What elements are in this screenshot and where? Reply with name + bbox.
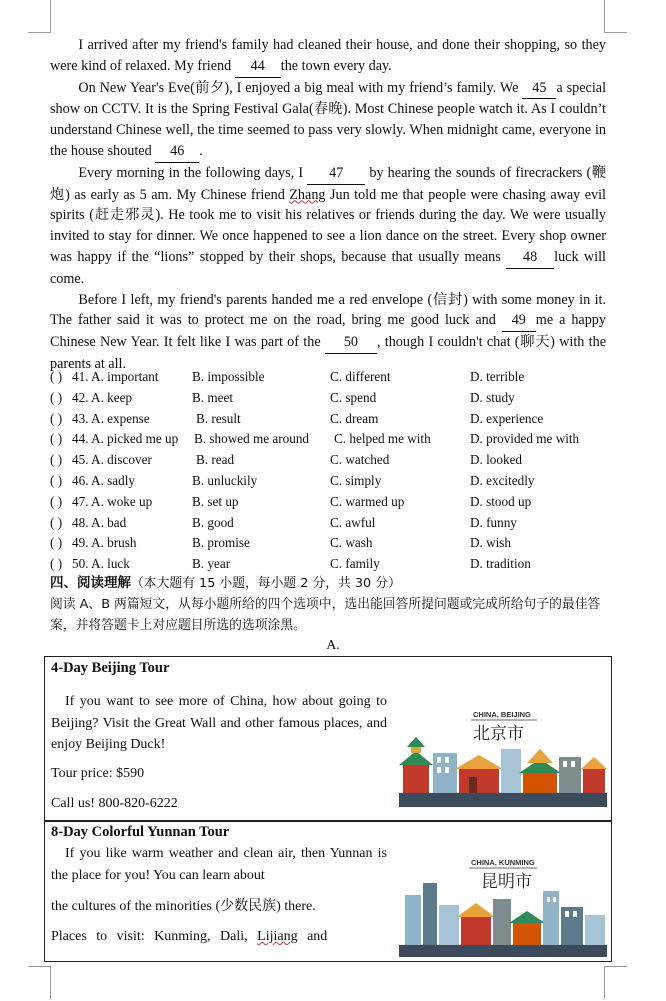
tour-price: Tour price: $590 xyxy=(51,766,145,781)
svg-text:CHINA, BEIJING: CHINA, BEIJING xyxy=(473,710,531,719)
tour-description: If you like warm weather and clean air, then Yunnan is the place for you! You can learn about xyxy=(51,846,387,883)
blank-49: 49 xyxy=(502,310,536,332)
svg-text:CHINA, KUNMING: CHINA, KUNMING xyxy=(471,858,535,867)
section-instruction: 阅读 A、B 两篇短文，从每小题所给的四个选项中，选出能回答所提问题或完成所给句子的最佳答案，并将答题卡上对应题目所选的选项涂黑。 xyxy=(50,597,601,633)
svg-text:昆明市: 昆明市 xyxy=(481,872,532,892)
tour-title: 4-Day Beijing Tour xyxy=(51,660,170,676)
tour-phone: Call us! 800-820-6222 xyxy=(51,796,178,811)
kunming-skyline-icon xyxy=(397,855,609,959)
section-note: （本大题有 15 小题，每小题 2 分，共 30 分） xyxy=(131,576,401,591)
beijing-skyline-icon xyxy=(397,705,609,809)
passage-paragraph: Before I left, my friend's parents handed me a red envelope (信封) with some money in it. The father said it was to protect me on the road, bring me good luck and 49 me a happy Chinese New Year. It felt like I was part of the 50 , though I couldn't chat (聊天) with the parents at all. xyxy=(50,291,606,372)
option-row: ( ) 42. A. keep B. meet C. spend D. study xyxy=(50,389,515,405)
tour-description: If you want to see more of China, how about going to Beijing? Visit the Great Wall and other famous places, and enjoy Beijing Duck! xyxy=(51,694,387,752)
passage-paragraph: Every morning in the following days, I 47 by hearing the sounds of firecrackers (鞭炮) as early as 5 am. My Chinese friend Zhang Jun told me that people were chasing away evil spirits (赶走邪灵). He took me to visit his relatives or friends during the day. We were usually invited to stay for dinner. We once happened to see a lion dance on the street. Every shop owner was happy if the “lions” stopped by their shops, because that usually means 48 luck will come. xyxy=(50,164,606,287)
reading-section-header xyxy=(50,573,610,636)
passage-label: A. xyxy=(326,638,340,653)
option-row: ( ) 48. A. bad B. good C. awful D. funny xyxy=(50,514,517,530)
blank-48: 48 xyxy=(506,247,554,269)
svg-text:北京市: 北京市 xyxy=(473,724,524,744)
page-corner-mark xyxy=(604,966,627,999)
option-row: ( ) 41. A. important B. impossible C. different D. terrible xyxy=(50,369,525,384)
option-row: ( ) 46. A. sadly B. unluckily C. simply D. excitedly xyxy=(50,472,535,488)
tour-places: Places to visit: Kunming, Dali, Lijiang and xyxy=(51,929,328,944)
cloze-passage xyxy=(50,35,606,375)
tour-title: 8-Day Colorful Yunnan Tour xyxy=(51,824,230,840)
blank-47: 47 xyxy=(307,163,365,185)
tour-yunnan-card xyxy=(44,820,612,962)
section-heading: 四、阅读理解 xyxy=(50,575,131,591)
option-row: ( ) 47. A. woke up B. set up C. warmed up D. stood up xyxy=(50,493,532,509)
option-row: ( ) 44. A. picked me up B. showed me around C. helped me with D. provided me with xyxy=(50,431,580,447)
option-row: ( ) 43. A. expense B. result C. dream D. experience xyxy=(50,410,544,426)
tour-beijing-card xyxy=(44,656,612,822)
blank-46: 46 xyxy=(155,141,199,163)
blank-44: 44 xyxy=(235,56,281,78)
options-list xyxy=(50,367,610,575)
option-row: ( ) 45. A. discover B. read C. watched D. looked xyxy=(50,452,523,468)
page-corner-mark xyxy=(28,0,51,33)
option-row: ( ) 50. A. luck B. year C. family D. tradition xyxy=(50,556,531,572)
page-corner-mark xyxy=(604,0,627,33)
name-zhang: Zhang xyxy=(289,186,326,203)
option-row: ( ) 49. A. brush B. promise C. wash D. wish xyxy=(50,535,512,551)
page-corner-mark xyxy=(28,966,51,999)
passage-paragraph: I arrived after my friend's family had cleaned their house, and done their shopping, so they were kind of relaxed. My friend 44 the town every day. xyxy=(50,35,606,78)
blank-45: 45 xyxy=(522,78,556,100)
blank-50: 50 xyxy=(325,332,377,354)
passage-paragraph: On New Year's Eve(前夕), I enjoyed a big meal with my friend’s family. We 45 a special show on CCTV. It is the Spring Festival Gala(春晚). Most Chinese people watch it. As I couldn’t understand Chinese well, the time seemed to pass very slowly. When midnight came, everyone in the house shouted 46 . xyxy=(50,78,606,163)
tour-description-cont: the cultures of the minorities (少数民族) there. xyxy=(51,899,316,914)
